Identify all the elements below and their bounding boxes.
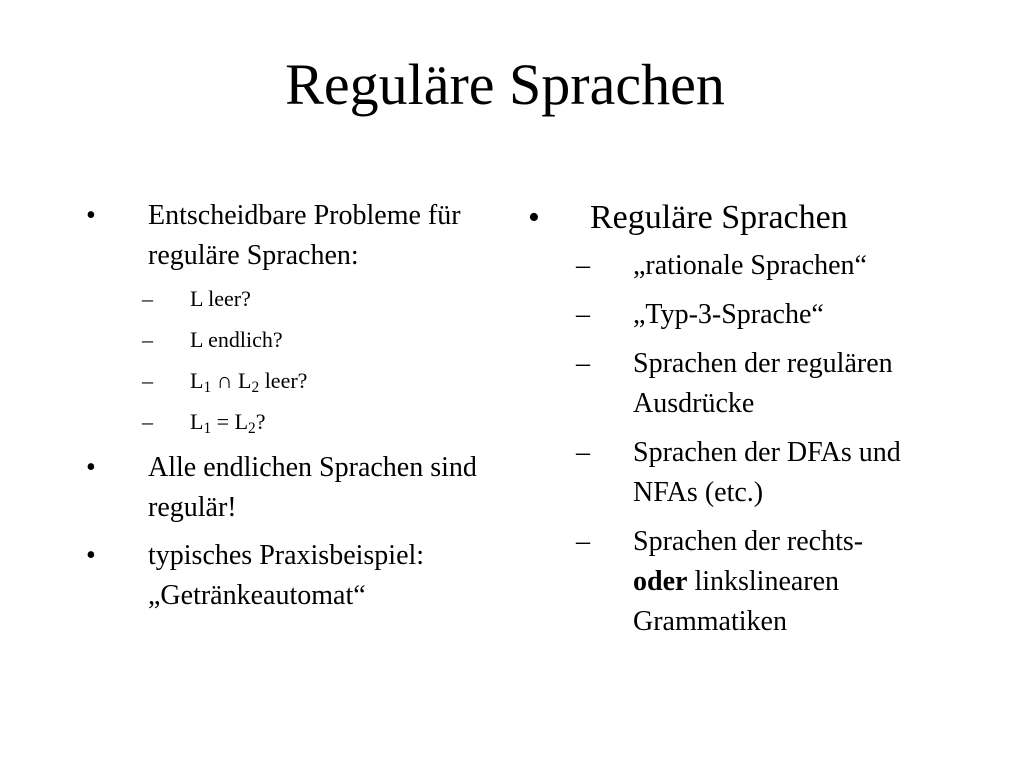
sub-item-text: Sprachen der rechts- oder linkslinearen Grammatiken: [633, 526, 864, 637]
bullet-text: typisches Praxisbeispiel: „Getränkeautomat“: [148, 540, 425, 611]
bullet-practice-example: [86, 536, 496, 616]
bullet-text: Reguläre Sprachen: [590, 199, 848, 236]
sub-item-rational: [528, 246, 968, 286]
sub-item-text: „rationale Sprachen“: [633, 250, 867, 281]
dash-icon: –: [576, 437, 590, 468]
bullet-decidable-problems: [86, 196, 496, 276]
right-column: [528, 196, 968, 651]
sub-item-finite: [86, 325, 496, 355]
sub-item-type3: [528, 295, 968, 335]
dash-icon: –: [576, 250, 590, 281]
dash-icon: –: [142, 409, 153, 434]
sub-item-text: L endlich?: [190, 327, 283, 352]
sub-item-text: Sprachen der regulären Ausdrücke: [633, 348, 893, 419]
bullet-icon: •: [86, 540, 96, 571]
dash-icon: –: [142, 327, 153, 352]
sub-item-text: Sprachen der DFAs und NFAs (etc.): [633, 437, 901, 508]
sub-item-text: „Typ-3-Sprache“: [633, 299, 824, 330]
sub-item-intersection-empty: [86, 366, 496, 396]
bullet-text: Entscheidbare Probleme für reguläre Sprachen:: [148, 200, 461, 271]
dash-icon: –: [142, 368, 153, 393]
bullet-icon: •: [86, 200, 96, 231]
dash-icon: –: [576, 348, 590, 379]
bullet-icon: •: [86, 452, 96, 483]
sub-item-text: $L_1$ ∩ $L_2$ leer?: [190, 368, 308, 396]
sub-item-text: L leer?: [190, 286, 251, 311]
bullet-regular-languages: [528, 196, 968, 240]
slide-title: Reguläre Sprachen: [285, 52, 725, 117]
sub-list: [86, 284, 496, 437]
dash-icon: –: [142, 286, 153, 311]
sub-item-automata: [528, 433, 968, 513]
sub-item-regex: [528, 344, 968, 424]
bullet-icon: •: [528, 199, 540, 236]
sub-item-empty: [86, 284, 496, 314]
bullet-text: Alle endlichen Sprachen sind regulär!: [148, 452, 477, 523]
sub-item-linear-grammars: [528, 522, 968, 642]
sub-item-equality: [86, 407, 496, 437]
dash-icon: –: [576, 526, 590, 557]
left-column: [86, 196, 496, 624]
sub-item-text: $L_1 = L_2$?: [190, 409, 266, 437]
bullet-finite-languages: [86, 448, 496, 528]
dash-icon: –: [576, 299, 590, 330]
